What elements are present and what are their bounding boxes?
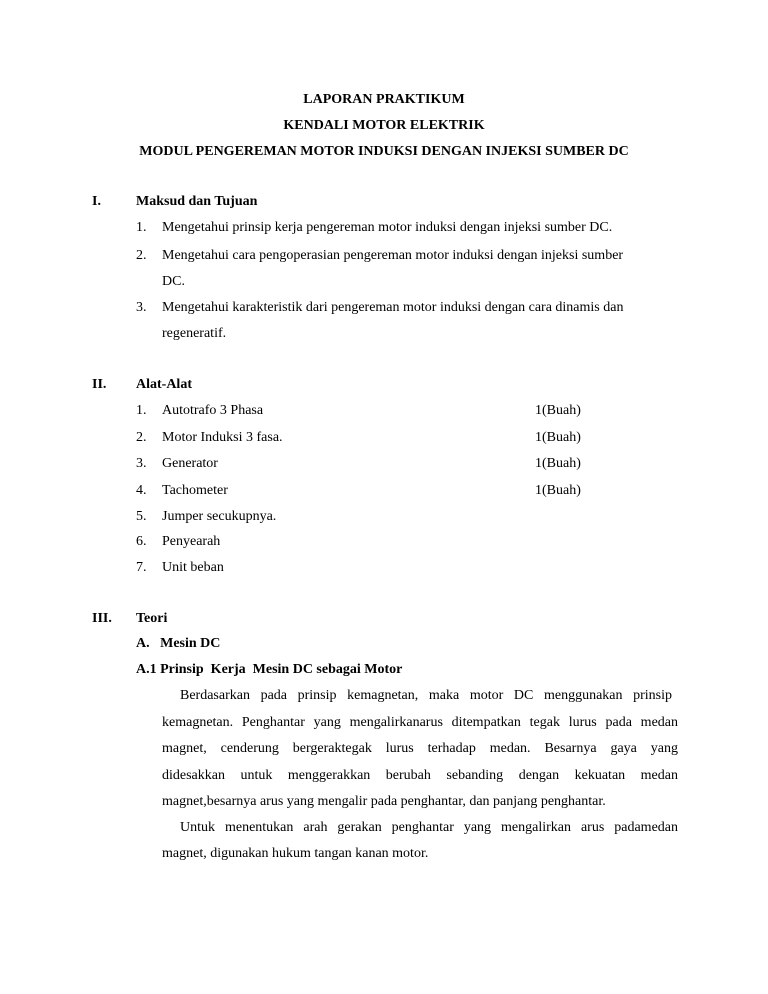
tool-2-qty: 1(Buah) <box>535 430 581 445</box>
tool-6-number: 6. <box>136 534 147 549</box>
tool-2-number: 2. <box>136 430 147 445</box>
report-title: LAPORAN PRAKTIKUM <box>303 92 465 107</box>
objective-1-number: 1. <box>136 220 147 235</box>
paragraph-1-line-5: magnet,besarnya arus yang mengalir pada penghantar, dan panjang penghantar. <box>162 794 606 809</box>
section-2-numeral: II. <box>92 377 107 392</box>
objective-3-text: Mengetahui karakteristik dari pengereman motor induksi dengan cara dinamis dan <box>162 300 624 315</box>
tool-5-name: Jumper secukupnya. <box>162 509 277 524</box>
objective-1-text: Mengetahui prinsip kerja pengereman motor induksi dengan injeksi sumber DC. <box>162 220 613 235</box>
objective-3-number: 3. <box>136 300 147 315</box>
objective-2-number: 2. <box>136 248 147 263</box>
tool-2-name: Motor Induksi 3 fasa. <box>162 430 283 445</box>
section-3-title: Teori <box>136 611 168 626</box>
paragraph-1-line-4: didesakkan untuk menggerakkan berubah sebanding dengan kekuatan medan <box>162 768 678 783</box>
paragraph-1-line-3: magnet, cenderung bergeraktegak lurus terhadap medan. Besarnya gaya yang <box>162 741 678 756</box>
section-1-title: Maksud dan Tujuan <box>136 194 258 209</box>
tool-6-name: Penyearah <box>162 534 221 549</box>
section-1-numeral: I. <box>92 194 101 209</box>
tool-7-number: 7. <box>136 560 147 575</box>
report-subtitle: KENDALI MOTOR ELEKTRIK <box>283 118 485 133</box>
tool-4-qty: 1(Buah) <box>535 483 581 498</box>
tool-4-name: Tachometer <box>162 483 228 498</box>
paragraph-1-line-1: Berdasarkan pada prinsip kemagnetan, maka motor DC menggunakan prinsip <box>180 688 672 703</box>
paragraph-2-line-2: magnet, digunakan hukum tangan kanan motor. <box>162 846 429 861</box>
module-title: MODUL PENGEREMAN MOTOR INDUKSI DENGAN INJEKSI SUMBER DC <box>139 144 629 159</box>
objective-3-text-cont: regeneratif. <box>162 326 227 341</box>
tool-1-qty: 1(Buah) <box>535 403 581 418</box>
section-3-numeral: III. <box>92 611 112 626</box>
subsection-a-heading: A. Mesin DC <box>136 636 221 651</box>
tool-4-number: 4. <box>136 483 147 498</box>
paragraph-2-line-1: Untuk menentukan arah gerakan penghantar yang mengalirkan arus padamedan <box>180 820 678 835</box>
tool-5-number: 5. <box>136 509 147 524</box>
tool-3-number: 3. <box>136 456 147 471</box>
objective-2-text: Mengetahui cara pengoperasian pengereman motor induksi dengan injeksi sumber <box>162 248 624 263</box>
tool-3-name: Generator <box>162 456 218 471</box>
tool-7-name: Unit beban <box>162 560 224 575</box>
section-2-title: Alat-Alat <box>136 377 192 392</box>
tool-1-number: 1. <box>136 403 147 418</box>
subsection-a1-heading: A.1 Prinsip Kerja Mesin DC sebagai Motor <box>136 662 403 677</box>
tool-1-name: Autotrafo 3 Phasa <box>162 403 264 418</box>
objective-2-text-cont: DC. <box>162 274 185 289</box>
tool-3-qty: 1(Buah) <box>535 456 581 471</box>
paragraph-1-line-2: kemagnetan. Penghantar yang mengalirkanarus ditempatkan tegak lurus pada medan <box>162 715 678 730</box>
